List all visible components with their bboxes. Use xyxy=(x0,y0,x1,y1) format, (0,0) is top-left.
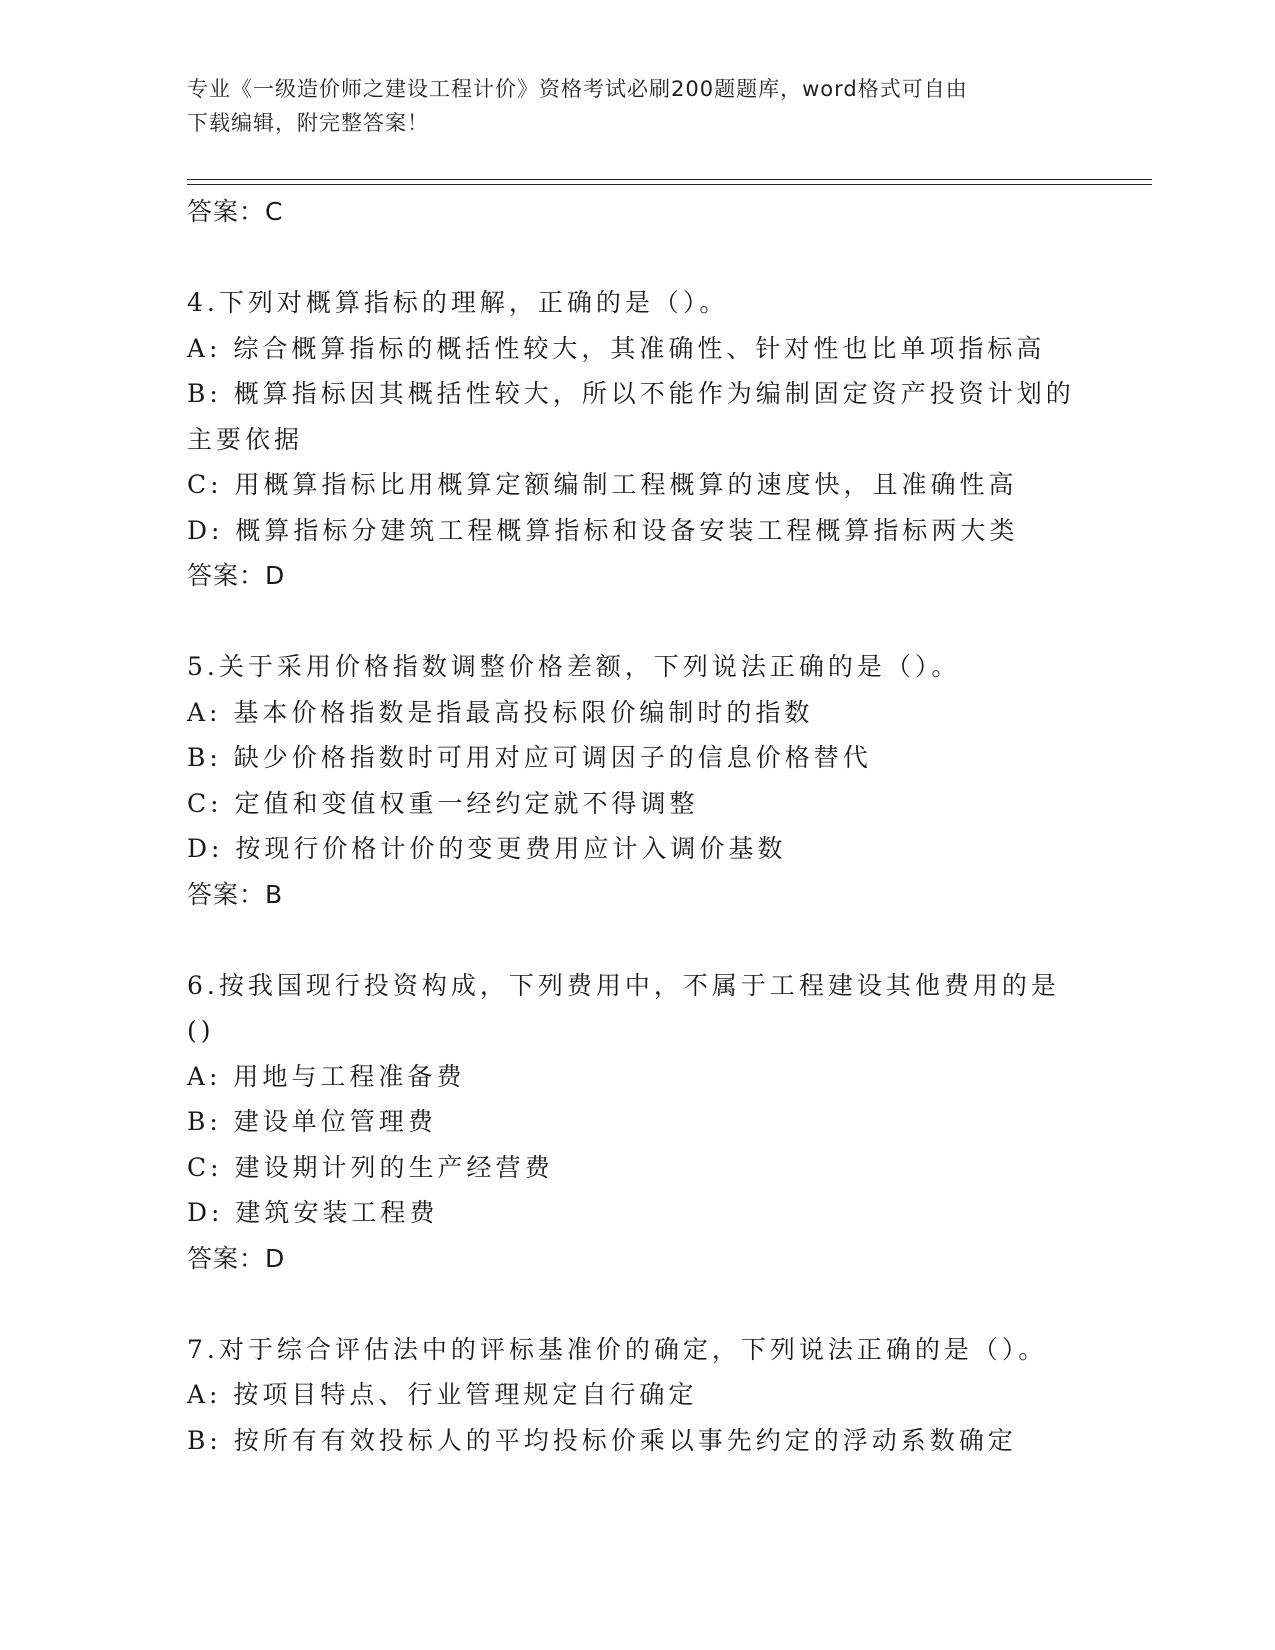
answer-key: 答案：B xyxy=(187,879,284,909)
header-divider-bottom xyxy=(187,184,1152,185)
answer-option: A: 用地与工程准备费 xyxy=(187,1061,466,1091)
question-stem: 6.按我国现行投资构成，下列费用中，不属于工程建设其他费用的是 xyxy=(187,970,1060,1000)
answer-option: B: 建设单位管理费 xyxy=(187,1107,437,1136)
answer-option: B: 概算指标因其概括性较大，所以不能作为编制固定资产投资计划的 xyxy=(187,379,1075,408)
answer-option: C: 用概算指标比用概算定额编制工程概算的速度快，且准确性高 xyxy=(187,470,1018,499)
answer-option: A: 按项目特点、行业管理规定自行确定 xyxy=(187,1380,698,1409)
question-stem: 4.下列对概算指标的理解，正确的是（）。 xyxy=(187,288,729,317)
question-block xyxy=(187,280,1147,644)
spacer xyxy=(187,235,1147,281)
header-line-1: 专业《一级造价师之建设工程计价》资格考试必刷200题题库，word格式可自由 xyxy=(187,77,968,101)
answer-option: A: 基本价格指数是指最高投标限价编制时的指数 xyxy=(187,697,814,727)
question-block xyxy=(187,963,1147,1327)
question-stem: 5.关于采用价格指数调整价格差额，下列说法正确的是（）。 xyxy=(187,652,961,681)
spacer xyxy=(187,1281,1147,1327)
answer-option: B: 缺少价格指数时可用对应可调因子的信息价格替代 xyxy=(187,743,872,772)
answer-key: 答案：D xyxy=(187,561,286,590)
answer-option: D: 建筑安装工程费 xyxy=(187,1198,439,1227)
question-block xyxy=(187,644,1147,963)
spacer xyxy=(187,917,1147,963)
header-line-2: 下载编辑，附完整答案！ xyxy=(187,111,429,135)
question-stem: () xyxy=(187,1016,215,1045)
answer-option: 主要依据 xyxy=(187,424,304,454)
answer-option: C: 建设期计列的生产经营费 xyxy=(187,1152,554,1182)
document-header xyxy=(187,72,1067,140)
answer-option: A: 综合概算指标的概括性较大，其准确性、针对性也比单项指标高 xyxy=(187,333,1046,363)
question-list xyxy=(187,189,1147,1463)
answer-key: 答案：D xyxy=(187,1243,286,1273)
header-divider-top xyxy=(187,179,1152,180)
answer-option: D: 按现行价格计价的变更费用应计入调价基数 xyxy=(187,834,787,863)
spacer xyxy=(187,599,1147,645)
previous-answer: 答案：C xyxy=(187,197,284,226)
question-block xyxy=(187,1327,1147,1464)
answer-option: C: 定值和变值权重一经约定就不得调整 xyxy=(187,788,699,818)
answer-option: D: 概算指标分建筑工程概算指标和设备安装工程概算指标两大类 xyxy=(187,515,1019,545)
answer-option: B: 按所有有效投标人的平均投标价乘以事先约定的浮动系数确定 xyxy=(187,1425,1017,1455)
question-stem: 7.对于综合评估法中的评标基准价的确定，下列说法正确的是（）。 xyxy=(187,1334,1048,1364)
